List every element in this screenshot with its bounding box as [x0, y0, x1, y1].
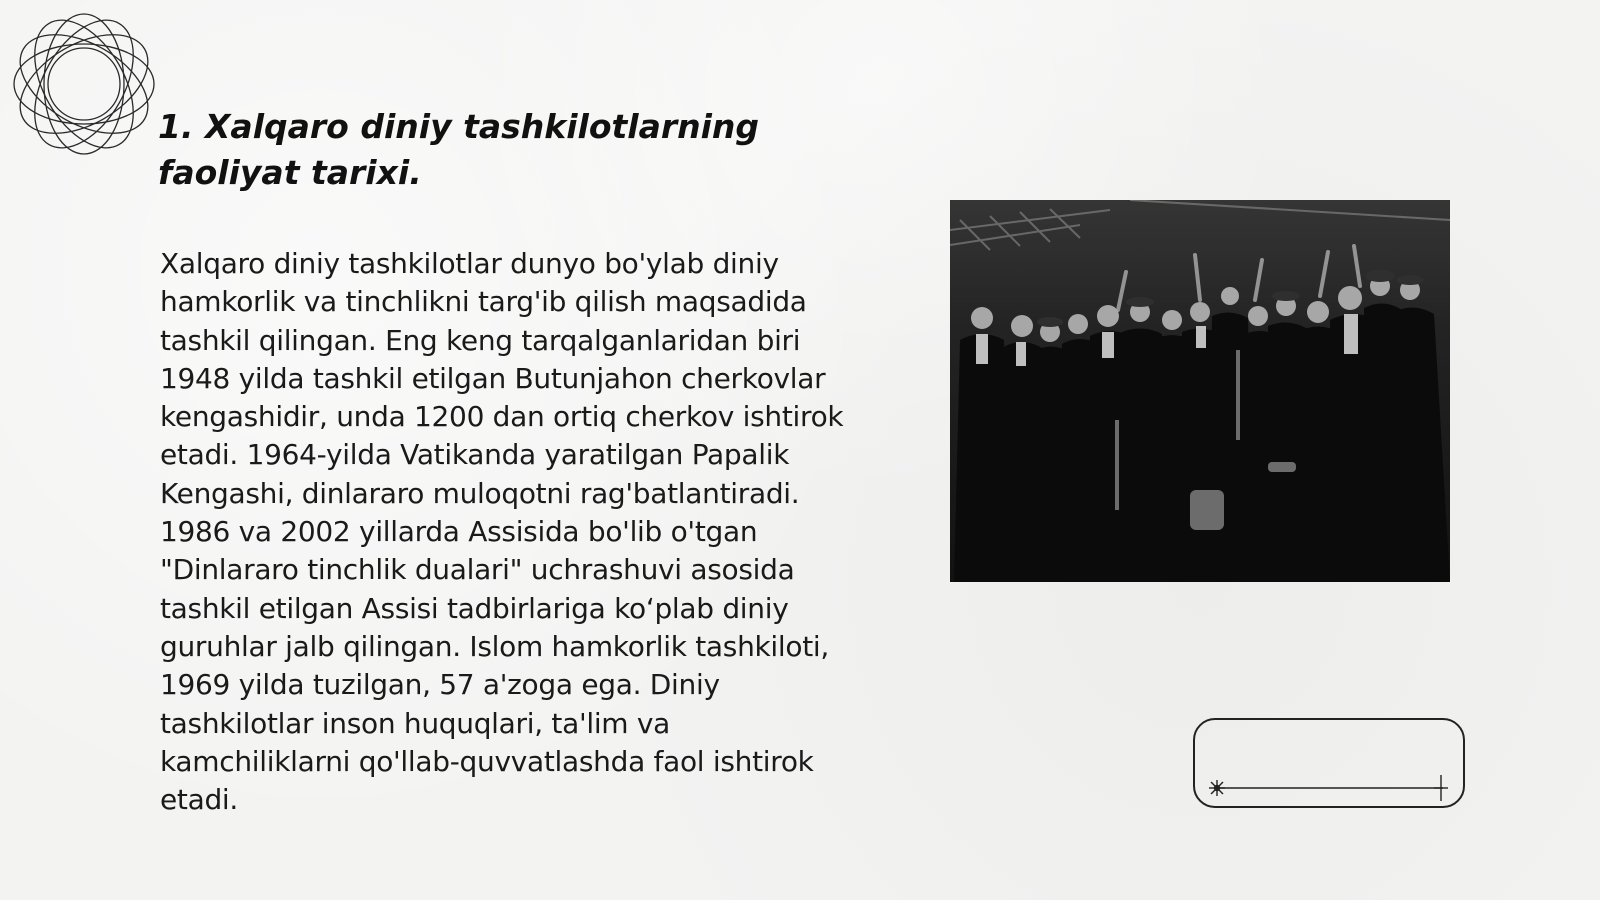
circular-line-ornament-icon: [10, 10, 158, 158]
slide-title: 1. Xalqaro diniy tashkilotlarning faoliyat tarixi.: [158, 107, 760, 192]
slide-body-text: Xalqaro diniy tashkilotlar dunyo bo'ylab diniy hamkorlik va tinchlikni targ'ib qilish maqsadida tashkil qilingan. Eng keng tarqalganlaridan biri 1948 yilda tashkil etilgan Butunjahon cherkovlar kengashidir, unda 1200 dan ortiq cherkov ishtirok etadi. 1964-yilda Vatikanda yaratilgan Papalik Kengashi, dinlararo muloqotni rag'batlantiradi. 1986 va 2002 yillarda Assisida bo'lib o'tgan "Dinlararo tinchlik dualari" uchrashuvi asosida tashkil etilgan Assisi tadbirlariga koʻplab diniy guruhlar jalb qilingan. Islom hamkorlik tashkiloti, 1969 yilda tuzilgan, 57 a'zoga ega. Diniy tashkilotlar inson huquqlari, ta'lim va kamchiliklarni qo'llab-quvvatlashda faol ishtirok etadi.: [160, 247, 844, 817]
cross-star-icon: [1434, 775, 1448, 801]
black-and-white-crowd-photo: [950, 200, 1450, 582]
sparkle-star-icon: [1209, 780, 1225, 796]
decorative-rounded-frame: [1193, 718, 1465, 808]
